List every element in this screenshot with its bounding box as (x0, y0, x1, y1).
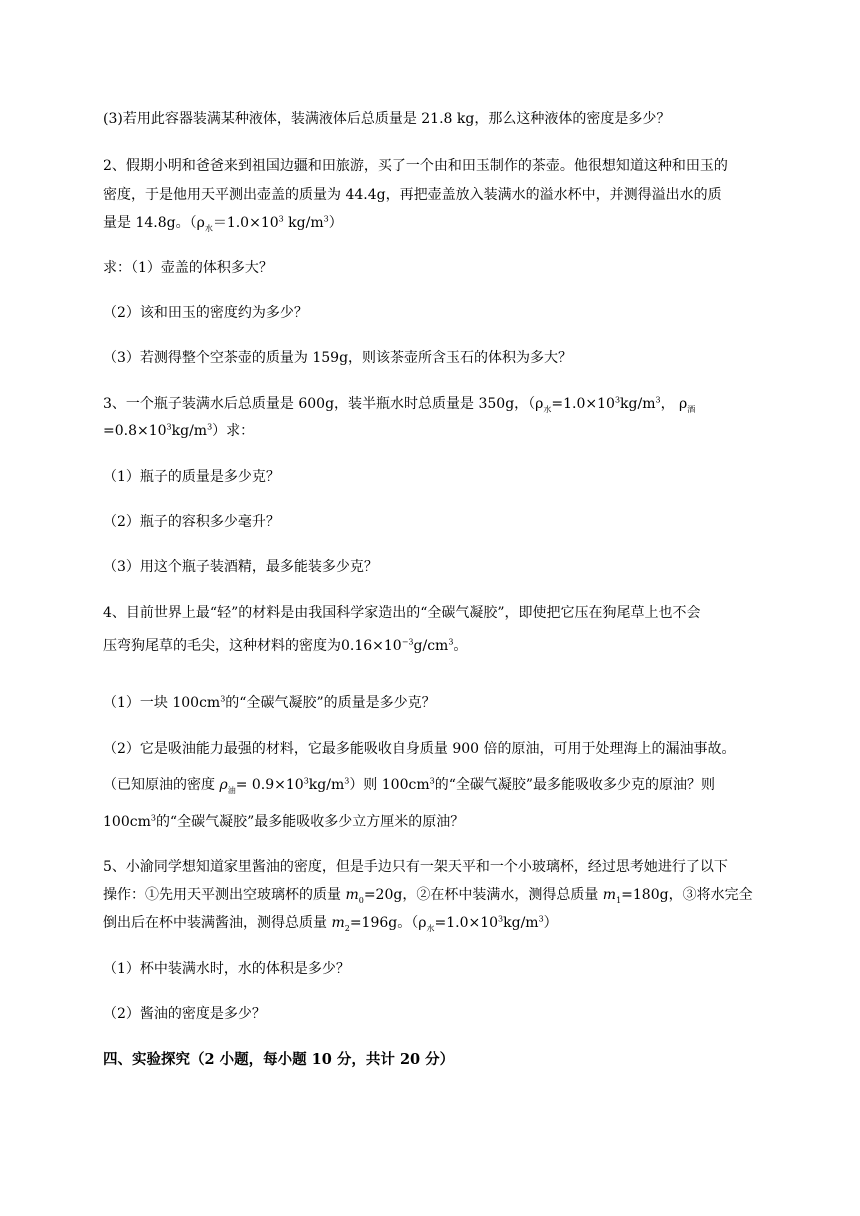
mass-symbol: m (331, 915, 345, 931)
text-span: 操作：①先用天平测出空玻璃杯的质量 (103, 887, 346, 903)
question-3-ask-3 (103, 558, 378, 576)
text-span: = 0.9×10 (235, 777, 304, 793)
text-span: =180g，③将水完全 (621, 887, 753, 903)
superscript: 3 (166, 422, 172, 432)
question-4-line-1 (103, 604, 701, 622)
superscript: 3 (303, 776, 309, 786)
question-5-ask-1 (103, 960, 350, 978)
question-4-ask-2-line-1 (103, 740, 736, 758)
subscript: 水 (426, 923, 435, 933)
text-span: 4、目前世界上最“轻”的材料是由我国科学家造出的“全碳气凝胶”，即使把它压在狗尾草上也不会 (103, 605, 701, 621)
text-span: ） (543, 915, 558, 931)
text-span: =20g，②在杯中装满水，测得总质量 (363, 887, 603, 903)
question-3-ask-2 (103, 513, 280, 531)
superscript: 3 (344, 776, 350, 786)
subscript: 酒 (687, 404, 696, 414)
text-span: =1.0×10 (551, 396, 615, 412)
question-3-line-2 (103, 422, 254, 440)
text-span: （2）该和田玉的密度约为多少？ (103, 305, 308, 321)
question-5-line-1 (103, 858, 728, 876)
text-span: kg/m (283, 215, 324, 231)
subscript: 水 (543, 404, 552, 414)
question-3-line-1 (103, 395, 695, 413)
question-4-ask-2-line-2 (103, 776, 715, 794)
question-5-line-3 (103, 914, 558, 932)
text-span: ， ρ (660, 396, 688, 412)
subscript: 水 (204, 223, 213, 233)
text-span: g/cm (413, 638, 449, 654)
text-span: （3）若测得整个空茶壶的质量为 159g，则该茶壶所含玉石的体积为多大？ (103, 350, 573, 366)
question-2-line-1 (103, 157, 728, 175)
superscript: 3 (655, 395, 661, 405)
text-span: kg/m (308, 777, 345, 793)
text-span: kg/m (171, 423, 208, 439)
superscript: 3 (538, 914, 544, 924)
mass-symbol: m (602, 887, 617, 903)
question-2-line-2 (103, 186, 722, 204)
text-span: =196g。（ρ (349, 915, 427, 931)
question-2-ask-1 (103, 259, 273, 277)
superscript: 3 (207, 422, 213, 432)
text-span: 的“全碳气凝胶”的质量是多少克？ (225, 695, 436, 711)
question-5-line-2 (103, 886, 753, 904)
text-span: 2、假期小明和爸爸来到祖国边疆和田旅游，买了一个由和田玉制作的茶壶。他很想知道这种和田玉的 (103, 158, 728, 174)
text-span: ＝1.0×10 (212, 215, 279, 231)
question-4-line-2 (103, 637, 467, 655)
subscript: 2 (344, 923, 350, 933)
superscript: 3 (323, 214, 329, 224)
subscript: 油 (227, 785, 236, 795)
text-span: kg/m (503, 915, 539, 931)
text-span: 100cm (103, 814, 151, 830)
mass-symbol: m (345, 887, 359, 903)
question-3-ask-1 (103, 468, 280, 486)
superscript: 3 (429, 776, 435, 786)
text-span: =1.0×10 (434, 915, 499, 931)
question-5-ask-2 (103, 1005, 266, 1023)
text-span: （2）它是吸油能力最强的材料，它最多能吸收自身质量 900 倍的原油，可用于处理海上的漏油事故。 (103, 741, 736, 757)
text-span: ）则 100cm (349, 777, 430, 793)
subscript: 1 (616, 895, 622, 905)
section-heading (103, 1051, 454, 1069)
text-span: 量是 14.8g。（ρ (103, 215, 205, 231)
question-2-ask-2 (103, 304, 308, 322)
text-span: 压弯狗尾草的毛尖，这种材料的密度为0.16×10 (103, 638, 402, 654)
text-span: 求：（1）壶盖的体积多大？ (103, 260, 273, 276)
text-span: （已知原油的密度 (103, 777, 220, 793)
text-span: 四、实验探究（2 小题，每小题 10 分，共计 20 分） (103, 1051, 455, 1068)
question-2-line-3 (103, 214, 343, 232)
superscript: −3 (401, 637, 414, 647)
text-span: （3）用这个瓶子装酒精，最多能装多少克？ (103, 559, 378, 575)
text-span: 的“全碳气凝胶”最多能吸收多少立方厘米的原油？ (155, 814, 465, 830)
text-span: ） (328, 215, 343, 231)
superscript: 3 (220, 694, 226, 704)
text-span: ）求： (212, 423, 255, 439)
superscript: 3 (614, 395, 621, 405)
question-4-ask-2-line-3 (103, 813, 464, 831)
text-span: （2）瓶子的容积多少毫升？ (103, 514, 280, 530)
question-2-ask-3 (103, 349, 572, 367)
question-4-ask-1 (103, 694, 436, 712)
text-span: kg/m (620, 396, 656, 412)
subscript: 0 (358, 895, 364, 905)
text-span: 的“全碳气凝胶”最多能吸收多少克的原油？则 (434, 777, 716, 793)
superscript: 3 (498, 914, 504, 924)
rho-symbol: ρ (219, 777, 228, 793)
text-span: （1）瓶子的质量是多少克？ (103, 469, 280, 485)
text-span: (3)若用此容器装满某种液体，装满液体后总质量是 21.8 kg，那么这种液体的密度是多少？ (103, 111, 671, 127)
text-span: 。 (453, 638, 468, 654)
superscript: 3 (448, 637, 454, 647)
text-span: 倒出后在杯中装满酱油，测得总质量 (103, 915, 332, 931)
text-span: 3、一个瓶子装满水后总质量是 600g，装半瓶水时总质量是 350g，（ρ (103, 396, 544, 412)
text-span: 5、小渝同学想知道家里酱油的密度，但是手边只有一架天平和一个小玻璃杯，经过思考她进行了以下 (103, 859, 728, 875)
text-span: （1）杯中装满水时，水的体积是多少？ (103, 961, 350, 977)
superscript: 3 (278, 214, 284, 224)
text-span: =0.8×10 (103, 423, 167, 439)
text-span: 密度，于是他用天平测出壶盖的质量为 44.4g，再把壶盖放入装满水的溢水杯中，并测得溢出水的质 (103, 187, 722, 203)
text-span: （2）酱油的密度是多少？ (103, 1006, 266, 1022)
text-span: （1）一块 100cm (103, 695, 221, 711)
superscript: 3 (150, 813, 156, 823)
question-1-part-3 (103, 110, 670, 128)
